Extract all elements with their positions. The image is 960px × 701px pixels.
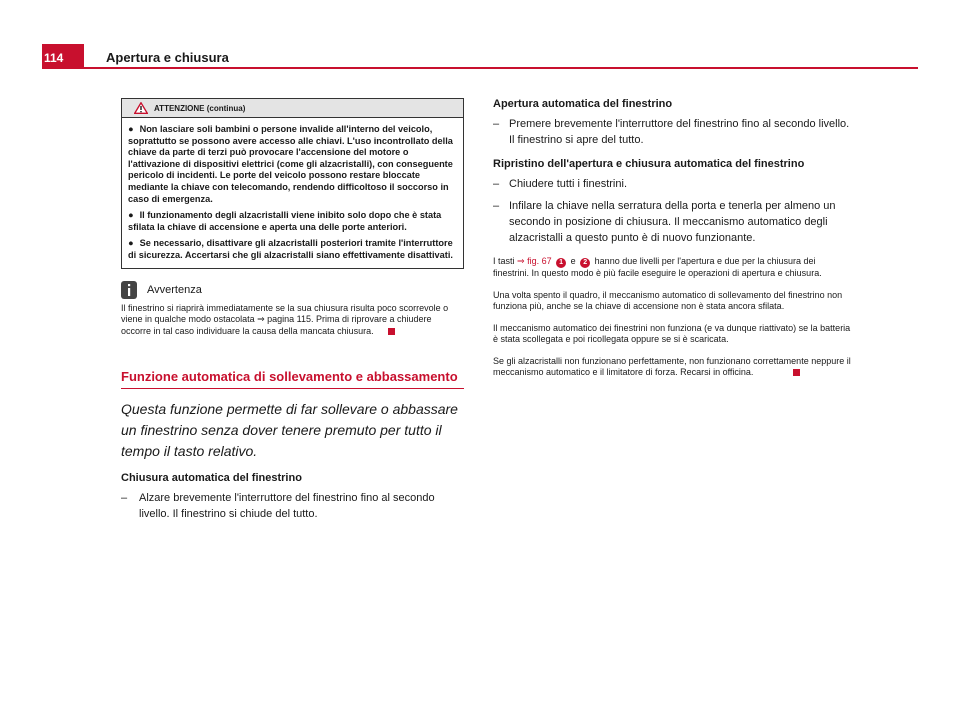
opening-step: – Premere brevemente l'interruttore del finestrino fino al secondo livello. Il finestrino si apre del tutto. [493,118,850,146]
warning-item: ● Il funzionamento degli alzacristalli viene inibito solo dopo che è stata sfilata la chiave di accensione e aperta una delle porte anteriori. [128,210,442,232]
warning-title: ATTENZIONE (continua) [154,103,246,113]
callout-number: 2 [580,258,590,268]
callout-number: 1 [556,258,566,268]
left-column [121,98,464,522]
note-block [121,279,464,338]
warning-triangle-icon [134,102,148,114]
note-text: Il finestrino si riaprirà immediatamente se la sua chiusura risulta poco scorrevole o viene in qualche modo ostacolata ⇒ pagina 115. Prima di riprovare a chiudere occorre in tal caso individuare la causa della mancata chiusura. [121,302,449,336]
reset-step: – Infilare la chiave nella serratura della porta e tenerla per almeno un secondo in posizione di chiusura. Il meccanismo automatico degli alzacristalli a questo punto è di nuovo funzionante. [493,200,836,244]
page-header [0,0,960,70]
reset-step: – Chiudere tutti i finestrini. [493,178,627,190]
closing-heading: Chiusura automatica del finestrino [121,472,302,485]
end-marker-icon [793,369,800,376]
note-title: Avvertenza [147,283,202,296]
closing-step: – Alzare brevemente l'interruttore del finestrino fino al secondo livello. Il finestrino si chiude del tutto. [121,492,435,521]
right-column [493,98,853,379]
figure-reference-link[interactable]: ⇒ fig. 67 [517,256,552,266]
warning-item: ● Se necessario, disattivare gli alzacristalli posteriori tramite l'interruttore di sicurezza. Accertarsi che gli alzacristalli siano effettivamente disattivati. [128,238,453,260]
opening-heading: Apertura automatica del finestrino [493,98,673,110]
section-title: Funzione automatica di sollevamento e abbassamento [121,369,464,389]
paragraph-ignition: Una volta spento il quadro, il meccanismo automatico di sollevamento del finestrino non funziona più, anche se la chiave di accensione non è stata ancora sfilata. [493,289,843,311]
section-intro: Questa funzione permette di far sollevare o abbassare un finestrino senza dover tenere premuto per tutto il tempo il tasto relativo. [121,401,458,460]
note-info-icon [121,281,137,299]
end-marker-icon [388,328,395,335]
running-title: Apertura e chiusura [106,50,229,65]
warning-box [121,98,464,269]
note-header [121,279,464,301]
warning-header [122,99,463,118]
paragraph-workshop: Se gli alzacristalli non funzionano perfettamente, non funzionano correttamente neppure il meccanismo automatico e il limitatore di forza. Recarsi in officina. [493,355,851,377]
header-rule [42,67,918,69]
paragraph-keys: I tasti ⇒ fig. 67 1 e 2 hanno due livelli per l'apertura e due per la chiusura dei finestrini. In questo modo è più facile eseguire le operazioni di apertura e chiusura. [493,256,822,278]
paragraph-battery: Il meccanismo automatico dei finestrini non funziona (e va dunque riattivato) se la batteria è stata scollegata e poi ricollegata oppure se si è scaricata. [493,322,851,344]
warning-item: ● Non lasciare soli bambini o persone invalide all'interno del veicolo, soprattutto se possono avere accesso alle chiavi. L'uso incontrollato della chiave da parte di terzi può provocare l'accensione del motore o l'attivazione di dispositivi elettrici (come gli alzacristalli), con conseguente pericolo di incidenti. Le porte del veicolo possono restare bloccate mediante la chiave con telecomando, rendendo difficoltoso il soccorso in caso di emergenza. [128,124,453,204]
reset-heading: Ripristino dell'apertura e chiusura automatica del finestrino [493,158,805,170]
warning-body [122,118,463,268]
page-number: 114 [42,44,84,68]
